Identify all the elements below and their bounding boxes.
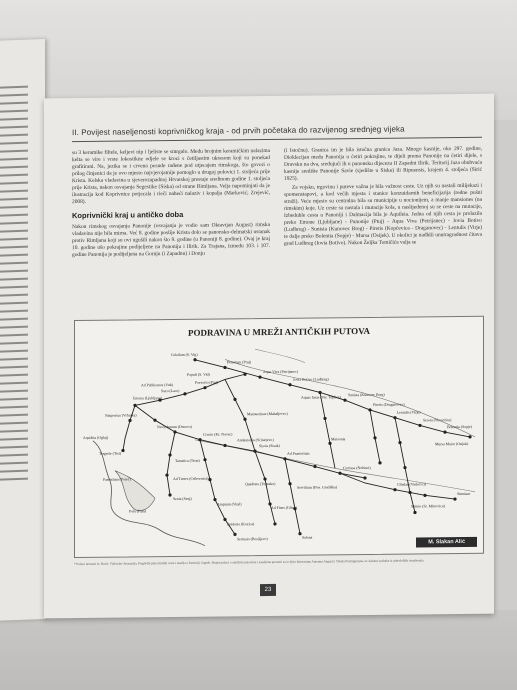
town-markers [121,352,471,537]
label-quadrata: Quadrata (Topusko) [245,481,276,487]
label-sermaio: Sermaio (Bosiljevo) [237,537,268,542]
label-ad-publicanos: Ad Publicanos (Vuk) [141,383,174,388]
label-piretis: Piretis (Draganovec) [373,402,405,407]
label-neviodunum: Neviodunum (Drnovo) [157,424,192,430]
label-salona: Salona [302,535,313,540]
left-paragraph-1: su 3 keramike filtele, keljevi nip i ljeliste se smrgalo. Medu brojnim keramičkim nalazima kelta se vire i vrste lokostikne odjele se kroci s četiljastim ukrasom koji su ponekad grafitirani. Na, jezika se i crvena posude rađene pod utjecajem rimskoga, što govori o prilog činjenici da je ovo mjesto najvjerojatnije pomoglo u drugoj polovici 1. stoljeća prije Krista. Kelska vladavina u sjeverozapadnoj Hrvatskoj prestaje sredinom godine 1. stoljeća prije Krista, nakon osvajanja Segestike (Siska) od strane Rimljana. Velja napominjati da je ilustracija kod Koprivnice potjecala i rieči naheći nalaziv i kopalja (Marković; Zrejević, 2008). [72,147,270,206]
label-mansuetinae: Mansuetinae (Mahaljevec) [247,411,288,417]
label-nauportus: Nauportus (Vrhnika) [105,413,137,418]
label-tarsatica: Tarsatica (Trsat) [175,458,200,463]
label-lentulis: Lentulis (Virje) [397,410,421,415]
label-servitium: Servitium (Bos. Gradiška) [297,485,337,490]
label-senia: Senia (Senj) [173,496,192,502]
label-marsonia: Marsonia [331,437,346,442]
label-ad-turres: Ad Turres (Crikvenica) [173,476,209,482]
label-aquas-iasas: Aquas Iasas (Var. Toplice) [301,395,341,400]
map-author-badge: M. Slakan Alić [416,537,477,548]
label-aqua-viva: Aqua Viva (Petrijanec) [263,369,298,375]
label-poetovio: Poetovio (Ptuj) [195,380,219,385]
label-sirmium: Sirmium [457,491,471,497]
header-rule [72,137,482,142]
left-paragraph-2: Nakon rimskog osvajanja Panonije (osvajanja je vodio sam Oktavijan August) rimska vladavina nije bila mirna. Već 8. godine poslije Krista dolo se panonsko-delmatski ustanak protiv Rimljana koji su ovi ugušili nakon što 9. godine (u Panoniji 8. godine). Ovaj je kraj 10. godine ušo pokrajine podijeljene na Panoniju i Ilirik. Za Trajana, između 103. i 107. godine Panonija je podijeljena na Gornju (i Zapadnu) i Donju [72,221,270,259]
label-ad-fines: Ad Fines (Glina) [271,505,297,510]
background-bottom [0,610,517,690]
map-title: PODRAVINA U MREŽI ANTIČKIH PUTOVA [187,325,371,338]
label-serota: Serota (Virovitica) [423,418,452,423]
label-epidotio: Epidotio (Kozica) [227,522,255,527]
label-andautonia: Andautonia (Sćitarjevo) [237,437,274,443]
chapter-header: II. Povijest naseljenosti koprivničkog kraja - od prvih početaka do razvijenog srednjeg vijeka [72,124,405,138]
river-mura [255,349,305,364]
map-footnote: * Podaci preuzeti iz: Đurić, Vjekoslav Anastasija, Pregledni plan rimskih cesta i naselja u Panoniji, Zagreb. Brojni podaci o antičkim putovima i naseljima preuzeti su iz djela Itinerarium Antonini Augusti i Tabula Peutingeriana, uz dodatne podatke iz arheoloških istraživanja. [74,558,425,567]
label-ad-praetorium: Ad Praetorium [287,451,310,456]
label-bolentia: Bolentia (Sopje) [447,424,472,430]
label-sirmio: Sirmio (Sr. Mitrovica) [411,504,445,509]
page-number: 23 [260,584,276,596]
label-certissa: Certissa (Štrbinci) [343,465,371,471]
section-heading: Koprivnički kraj u antičko doba [72,209,184,221]
label-mursa-maior: Mursa Maior (Osijek) [435,441,469,447]
map-drawing [75,317,483,557]
book-page [44,94,494,619]
label-parentium: Parentium (Poreč) [103,477,131,482]
left-page-edge [0,39,45,621]
roman-roads-map [74,316,484,558]
place-labels [83,350,473,543]
label-siscia: Siscia (Sisak) [259,443,280,449]
label-pola: Pola (Pula) [129,509,146,514]
label-celeilam: Celeilam (S. Vig) [171,352,198,358]
left-page-text-lines [0,80,28,487]
label-populi: Populi (S. Vid) [187,372,210,377]
right-paragraph-1: (i Istočnu). Granica im je bila istočna granica Jaza. Mnogo kasnije, oko 297. godine, Dioklecijan među Panonija u četiri pokrajine, te dijeli prema Panonije na četiri dijele, s Dravsku na dva, sređujući ih u panonsku dijecezu II Zapadni Ilirik. Teritorij Jaza obuhvaća kasnije središte Panonije Savie (sjedište u Sisku) ili Ripuensis, krajem 4. stoljeća (Sirić 1925). [284,145,482,182]
label-emona: Emona (Ljubljana) [133,396,162,401]
label-petavium: Petavium (Ptuj) [227,360,251,365]
label-cibalae: Cibalae (Vinkovci) [397,482,426,487]
label-sunista: Sunista (Kunovec Breg) [348,392,385,398]
label-arupium: Arupium (Vital) [217,502,242,507]
label-aquileia: Aquileia (Oglaj) [83,435,108,440]
label-saxo: Saxo (Lace) [161,388,180,394]
right-paragraph-2: Za vojsku, trgovinu i puteve važna je bila važnost ceste. Uz njih su nastali milijekazi i spomenstapovi, a kod većih mjesta i stanice konzuidarnih beneficijarija (redne pušni straži). Veće mjesto su centralna bila su municipije u nocionijem, a manje mansiones (na rimskim) koje. Uz ceste su nastala i mutacije kola, u naslijeđenoj su se ceste na mutacije, Izbeduble cesta u Panoniji i Dalmacija bila je Aquileia. Jedna od njih cesta je prolazila preko Emone (Ljubljane) - Panonije (Ptuj) - Aqua Viva (Petrijanec) - Jovia Botivo (Ludbreg) - Sunista (Kunovec Breg) - Piretis (Kopčevica - Draganovec) - Lentulis (Virje) te dalje preko Bolentia (Sopje) - Mursa (Osijek). U okolici je nađblii unutragradnost čitava grad Ludbreg (Iovia Botivo). Nakon Željka Tomičića valja se [284,182,482,247]
label-tergeste: Tergeste (Trst) [99,451,122,456]
label-jovia-botivo: Jovia Botivo (Ludbreg) [293,377,329,382]
label-crucio: Crucio (Kr. Novac) [203,432,233,437]
